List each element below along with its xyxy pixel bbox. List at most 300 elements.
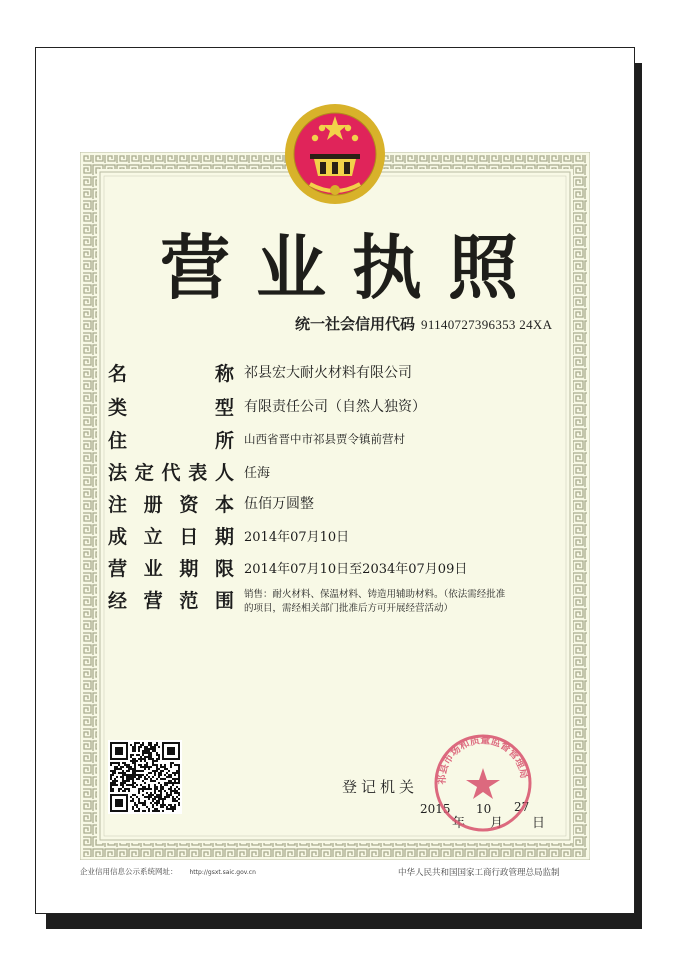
qr-module [150, 758, 152, 760]
qr-module [150, 756, 152, 758]
qr-module [158, 798, 160, 800]
label-char: 类 [108, 396, 128, 419]
qr-module [154, 796, 156, 798]
qr-module [128, 780, 130, 782]
label-char: 人 [214, 461, 234, 484]
qr-module [122, 782, 124, 784]
qr-module [148, 754, 150, 756]
qr-module [150, 788, 152, 790]
qr-module [120, 766, 122, 768]
label-char: 法 [108, 461, 128, 484]
qr-module [150, 772, 152, 774]
qr-module [156, 764, 158, 766]
qr-module [132, 794, 134, 796]
qr-module [116, 776, 118, 778]
qr-module [126, 764, 128, 766]
qr-module [164, 798, 166, 800]
business-scope-line: 销售：耐火材料、保温材料、铸造用辅助材料。（依法需经批准 [244, 589, 506, 600]
qr-module [134, 802, 136, 804]
qr-module [150, 796, 152, 798]
label-char: 本 [214, 493, 234, 516]
qr-module [118, 762, 120, 764]
label-char: 型 [214, 396, 234, 419]
qr-module [150, 792, 152, 794]
qr-module [170, 806, 172, 808]
qr-module [120, 768, 122, 770]
qr-module [118, 764, 120, 766]
qr-module [134, 772, 136, 774]
qr-module [178, 772, 180, 774]
qr-module [146, 746, 148, 748]
qr-module [138, 758, 140, 760]
qr-module [146, 762, 148, 764]
qr-module [146, 796, 148, 798]
qr-module [154, 790, 156, 792]
qr-module [148, 756, 150, 758]
qr-module [156, 800, 158, 802]
field-label-address [108, 426, 234, 452]
qr-module [110, 784, 112, 786]
title-char: 营 [160, 226, 232, 309]
qr-module [150, 744, 152, 746]
qr-module [144, 758, 146, 760]
qr-module [110, 786, 112, 788]
qr-module [138, 810, 140, 812]
qr-module [134, 804, 136, 806]
qr-module [132, 772, 134, 774]
qr-module [150, 794, 152, 796]
qr-module [160, 806, 162, 808]
qr-module [152, 770, 154, 772]
qr-module [134, 742, 136, 744]
field-label-scope [108, 586, 234, 612]
registration-year: 2015 [420, 802, 451, 816]
qr-module [170, 792, 172, 794]
qr-module [140, 746, 142, 748]
credit-code-value: 91140727396353 24XA [421, 317, 553, 332]
qr-module [138, 790, 140, 792]
qr-module [122, 772, 124, 774]
year-label: 年 [452, 816, 466, 831]
qr-module [172, 798, 174, 800]
qr-module [144, 804, 146, 806]
qr-module [132, 778, 134, 780]
qr-module [164, 778, 166, 780]
qr-module [152, 810, 154, 812]
qr-module [178, 778, 180, 780]
qr-module [134, 762, 136, 764]
qr-module [160, 804, 162, 806]
label-char: 名 [108, 362, 128, 385]
qr-module [132, 770, 134, 772]
official-seal-stamp [432, 732, 534, 834]
qr-module [116, 766, 118, 768]
qr-module [174, 808, 176, 810]
qr-module [148, 758, 150, 760]
qr-module [170, 794, 172, 796]
qr-module [138, 748, 140, 750]
qr-module [130, 778, 132, 780]
qr-module [144, 796, 146, 798]
qr-module [140, 756, 142, 758]
qr-module [144, 800, 146, 802]
qr-module [176, 772, 178, 774]
qr-module [128, 766, 130, 768]
qr-module [130, 756, 132, 758]
qr-module [154, 802, 156, 804]
qr-module [152, 764, 154, 766]
qr-module [150, 778, 152, 780]
qr-module [142, 780, 144, 782]
qr-module [172, 778, 174, 780]
qr-module [134, 750, 136, 752]
qr-module [140, 744, 142, 746]
qr-module [178, 766, 180, 768]
qr-module [148, 788, 150, 790]
qr-module [160, 772, 162, 774]
qr-module [164, 766, 166, 768]
national-emblem-icon [280, 102, 390, 208]
label-char: 业 [143, 557, 163, 580]
qr-module [142, 770, 144, 772]
qr-module [114, 784, 116, 786]
qr-module [156, 810, 158, 812]
qr-module [132, 806, 134, 808]
qr-module [114, 768, 116, 770]
qr-module [152, 750, 154, 752]
qr-module [132, 746, 134, 748]
qr-module [158, 756, 160, 758]
qr-module [158, 772, 160, 774]
license-title [160, 222, 520, 309]
qr-module [148, 748, 150, 750]
qr-module [174, 806, 176, 808]
qr-module [144, 776, 146, 778]
qr-module [118, 772, 120, 774]
qr-module [136, 804, 138, 806]
qr-code-icon [108, 740, 182, 814]
qr-module [148, 784, 150, 786]
qr-module [154, 748, 156, 750]
qr-module [124, 774, 126, 776]
qr-module [122, 774, 124, 776]
qr-module [172, 762, 174, 764]
qr-module [134, 810, 136, 812]
qr-module [176, 786, 178, 788]
qr-module [132, 768, 134, 770]
qr-module [178, 774, 180, 776]
qr-module [110, 788, 112, 790]
qr-module [136, 742, 138, 744]
qr-module [130, 768, 132, 770]
qr-module [178, 780, 180, 782]
qr-module [146, 792, 148, 794]
qr-module [168, 770, 170, 772]
qr-module [176, 792, 178, 794]
qr-module [122, 776, 124, 778]
field-value-term: 2014年07月10日至2034年07月09日 [244, 561, 468, 577]
qr-module [158, 802, 160, 804]
qr-module [154, 744, 156, 746]
qr-module [144, 778, 146, 780]
qr-module [170, 790, 172, 792]
credit-code-label: 统一社会信用代码 [295, 315, 416, 333]
qr-module [172, 810, 174, 812]
label-char: 称 [214, 362, 234, 385]
qr-module [162, 770, 164, 772]
qr-module [148, 752, 150, 754]
qr-module [152, 780, 154, 782]
qr-module [146, 774, 148, 776]
qr-module [166, 806, 168, 808]
qr-module [140, 784, 142, 786]
qr-module [136, 796, 138, 798]
qr-module [134, 766, 136, 768]
qr-module [160, 786, 162, 788]
qr-module [136, 774, 138, 776]
day-label: 日 [532, 816, 546, 831]
qr-module [158, 754, 160, 756]
qr-module [136, 806, 138, 808]
qr-module [166, 782, 168, 784]
qr-module [136, 760, 138, 762]
qr-module [136, 784, 138, 786]
qr-module [130, 754, 132, 756]
qr-module [158, 746, 160, 748]
qr-module [128, 774, 130, 776]
qr-module [112, 782, 114, 784]
qr-module [168, 774, 170, 776]
qr-module [128, 778, 130, 780]
qr-module [132, 786, 134, 788]
qr-module [138, 798, 140, 800]
qr-module [154, 808, 156, 810]
qr-module [112, 770, 114, 772]
qr-module [160, 764, 162, 766]
qr-module [156, 794, 158, 796]
qr-module [144, 802, 146, 804]
qr-module [126, 770, 128, 772]
qr-module [132, 784, 134, 786]
qr-module [178, 798, 180, 800]
qr-module [164, 782, 166, 784]
qr-module [132, 776, 134, 778]
qr-module [118, 790, 120, 792]
qr-module [160, 798, 162, 800]
qr-module [140, 770, 142, 772]
qr-module [128, 784, 130, 786]
qr-module [144, 768, 146, 770]
qr-module [124, 772, 126, 774]
qr-module [120, 782, 122, 784]
qr-module [112, 774, 114, 776]
qr-module [142, 802, 144, 804]
qr-module [166, 794, 168, 796]
qr-module [168, 808, 170, 810]
qr-module [144, 786, 146, 788]
qr-module [138, 800, 140, 802]
qr-module [148, 766, 150, 768]
label-char: 注 [108, 493, 128, 516]
qr-module [138, 770, 140, 772]
qr-module [146, 752, 148, 754]
qr-module [144, 750, 146, 752]
field-value-legal-rep: 任海 [244, 465, 271, 481]
qr-module [120, 776, 122, 778]
field-label-type [108, 393, 234, 419]
qr-module [156, 752, 158, 754]
qr-module [128, 790, 130, 792]
qr-module [174, 780, 176, 782]
label-char: 住 [108, 429, 128, 452]
qr-module [178, 770, 180, 772]
qr-module [162, 778, 164, 780]
qr-module [132, 808, 134, 810]
qr-module [112, 784, 114, 786]
registration-authority-label: 登记机关 [342, 778, 419, 796]
qr-module [138, 750, 140, 752]
label-char: 成 [108, 525, 128, 548]
qr-module [122, 762, 124, 764]
qr-module [130, 766, 132, 768]
qr-module [156, 788, 158, 790]
qr-module [134, 782, 136, 784]
qr-module [114, 766, 116, 768]
qr-module [156, 742, 158, 744]
qr-module [132, 750, 134, 752]
qr-module [112, 788, 114, 790]
qr-module [110, 774, 112, 776]
qr-module [136, 754, 138, 756]
qr-module [158, 758, 160, 760]
qr-module [170, 762, 172, 764]
qr-module [132, 754, 134, 756]
qr-module [178, 782, 180, 784]
qr-module [158, 774, 160, 776]
qr-module [110, 770, 112, 772]
qr-module [172, 772, 174, 774]
qr-module [154, 788, 156, 790]
label-char: 营 [143, 589, 163, 612]
seal-star-icon [466, 768, 500, 799]
qr-module [134, 758, 136, 760]
qr-module [110, 790, 112, 792]
qr-module [140, 774, 142, 776]
qr-module [138, 754, 140, 756]
qr-module [130, 784, 132, 786]
qr-module [162, 806, 164, 808]
qr-module [156, 766, 158, 768]
qr-module [158, 810, 160, 812]
qr-module [112, 762, 114, 764]
qr-module [124, 762, 126, 764]
qr-module [174, 798, 176, 800]
qr-module [144, 746, 146, 748]
qr-module [172, 808, 174, 810]
qr-module [132, 798, 134, 800]
qr-module [150, 752, 152, 754]
qr-module [110, 764, 112, 766]
qr-module [138, 802, 140, 804]
qr-module [144, 766, 146, 768]
label-char: 营 [108, 557, 128, 580]
qr-module [146, 778, 148, 780]
qr-module [140, 788, 142, 790]
qr-module [142, 790, 144, 792]
qr-module [114, 762, 116, 764]
qr-module [154, 784, 156, 786]
title-char: 业 [256, 226, 328, 309]
qr-module [142, 752, 144, 754]
qr-module [120, 788, 122, 790]
qr-module [130, 744, 132, 746]
qr-module [156, 786, 158, 788]
qr-module [114, 770, 116, 772]
qr-module [144, 810, 146, 812]
qr-module [142, 766, 144, 768]
qr-module [154, 770, 156, 772]
qr-module [174, 792, 176, 794]
qr-module [142, 774, 144, 776]
qr-module [130, 774, 132, 776]
qr-module [156, 768, 158, 770]
qr-module [158, 776, 160, 778]
qr-module [178, 792, 180, 794]
qr-module [160, 790, 162, 792]
qr-module [154, 760, 156, 762]
qr-module [174, 782, 176, 784]
qr-module [138, 746, 140, 748]
qr-module [164, 804, 166, 806]
qr-module [140, 760, 142, 762]
qr-module [162, 798, 164, 800]
qr-module [146, 766, 148, 768]
field-value-address: 山西省晋中市祁县贾令镇前营村 [244, 432, 405, 446]
qr-module [134, 764, 136, 766]
qr-module [142, 754, 144, 756]
qr-module [122, 786, 124, 788]
qr-module [164, 790, 166, 792]
qr-module [178, 768, 180, 770]
qr-module [172, 800, 174, 802]
qr-module [172, 782, 174, 784]
qr-module [174, 764, 176, 766]
field-label-founded [108, 522, 234, 548]
qr-module [134, 768, 136, 770]
qr-module [150, 748, 152, 750]
qr-module [112, 790, 114, 792]
qr-module [112, 780, 114, 782]
qr-module [136, 770, 138, 772]
qr-module [150, 754, 152, 756]
qr-module [162, 788, 164, 790]
qr-module [128, 764, 130, 766]
qr-module [170, 782, 172, 784]
qr-module [118, 768, 120, 770]
label-char: 期 [214, 525, 234, 548]
qr-module [178, 794, 180, 796]
qr-module [158, 790, 160, 792]
qr-module [178, 764, 180, 766]
qr-module [148, 794, 150, 796]
qr-module [170, 788, 172, 790]
label-char: 期 [179, 557, 199, 580]
label-char: 表 [188, 461, 208, 484]
credit-code-row [295, 313, 552, 335]
qr-module [152, 776, 154, 778]
qr-module [140, 802, 142, 804]
qr-module [132, 782, 134, 784]
